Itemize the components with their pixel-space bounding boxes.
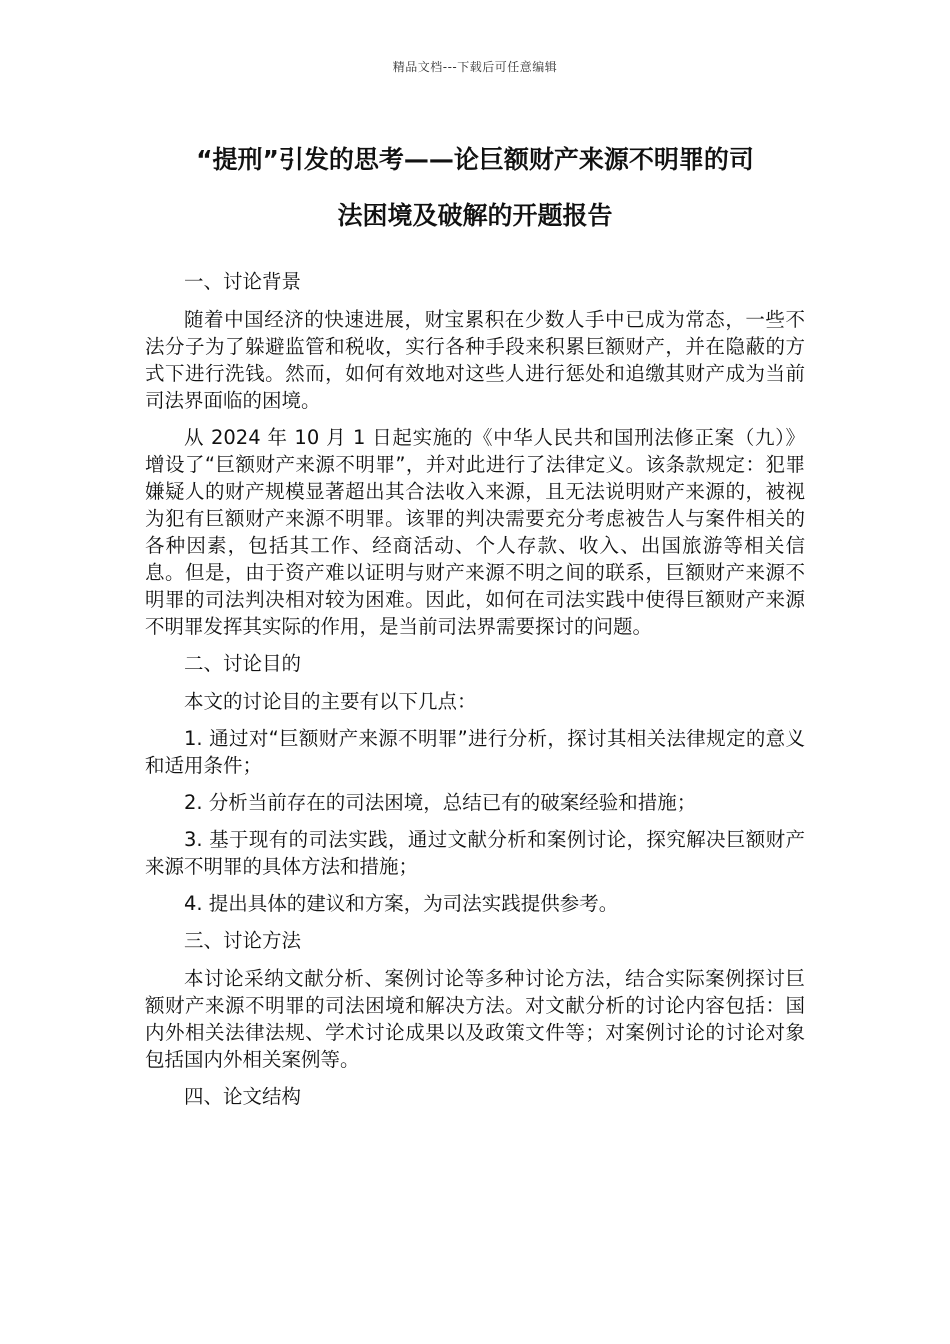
document-body xyxy=(145,268,805,1121)
paragraph-purpose-intro: 本文的讨论目的主要有以下几点： xyxy=(184,690,477,713)
section-heading-method: 三、讨论方法 xyxy=(184,929,302,952)
section-heading-purpose: 二、讨论目的 xyxy=(184,652,302,675)
paragraph-background-2: 从 2024 年 10 月 1 日起实施的《中华人民共和国刑法修正案（九）》增设了“巨额财产来源不明罪”，并对此进行了法律定义。该条款规定：犯罪嫌疑人的财产规模显著超出其合法收入来源，且无法说明财产来源的，被视为犯有巨额财产来源不明罪。该罪的判决需要充分考虑被告人与案件相关的各种因素，包括其工作、经商活动、个人存款、收入、出国旅游等相关信息。但是，由于资产难以证明与财产来源不明之间的联系，巨额财产来源不明罪的司法判决相对较为困难。因此，如何在司法实践中使得巨额财产来源不明罪发挥其实际的作用，是当前司法界需要探讨的问题。 xyxy=(145,426,805,638)
paragraph-method-1: 本讨论采纳文献分析、案例讨论等多种讨论方法，结合实际案例探讨巨额财产来源不明罪的司法困境和解决方法。对文献分析的讨论内容包括：国内外相关法律法规、学术讨论成果以及政策文件等；对案例讨论的讨论对象包括国内外相关案例等。 xyxy=(145,967,805,1071)
list-item-purpose-2: 2. 分析当前存在的司法困境，总结已有的破案经验和措施； xyxy=(184,791,697,814)
section-heading-structure: 四、论文结构 xyxy=(184,1085,302,1108)
title-line-2: 法困境及破解的开题报告 xyxy=(337,201,613,230)
section-heading-background: 一、讨论背景 xyxy=(184,270,302,293)
title-line-1: “提刑”引发的思考——论巨额财产来源不明罪的司 xyxy=(196,145,754,174)
page-header: 精品文档---下载后可任意编辑 xyxy=(392,60,558,74)
paragraph-background-1: 随着中国经济的快速进展，财宝累积在少数人手中已成为常态，一些不法分子为了躲避监管和税收，实行各种手段来积累巨额财产，并在隐蔽的方式下进行洗钱。然而，如何有效地对这些人进行惩处和追缴其财产成为当前司法界面临的困境。 xyxy=(145,308,805,412)
document-title xyxy=(145,132,805,244)
list-item-purpose-4: 4. 提出具体的建议和方案，为司法实践提供参考。 xyxy=(184,892,619,915)
list-item-purpose-1: 1. 通过对“巨额财产来源不明罪”进行分析，探讨其相关法律规定的意义和适用条件； xyxy=(145,727,805,777)
list-item-purpose-3: 3. 基于现有的司法实践，通过文献分析和案例讨论，探究解决巨额财产来源不明罪的具体方法和措施； xyxy=(145,828,805,878)
